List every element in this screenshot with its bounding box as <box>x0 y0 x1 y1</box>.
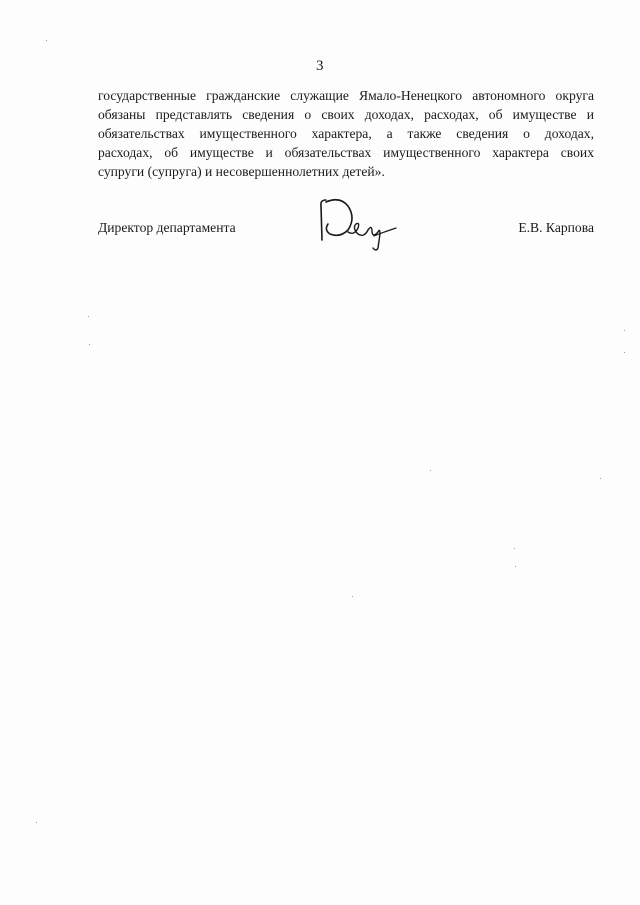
paragraph-line: супруги (супруга) и несовершеннолетних детей». <box>98 164 385 179</box>
scan-speck <box>515 566 516 567</box>
position-title: Директор департамента <box>98 220 236 235</box>
body-paragraph <box>98 86 594 181</box>
scan-speck <box>514 548 515 549</box>
signer-name: Е.В. Карпова <box>518 220 594 235</box>
scan-speck <box>46 40 47 41</box>
scan-speck <box>88 316 89 317</box>
scan-speck <box>600 478 601 479</box>
handwritten-signature <box>318 192 400 252</box>
paragraph-line: государственные гражданские служащие Ямало-Ненецкого автономного округа <box>98 88 594 103</box>
scan-speck <box>430 470 431 471</box>
scan-speck <box>624 352 625 353</box>
scan-speck <box>36 822 37 823</box>
page-number: 3 <box>316 58 324 74</box>
scan-speck <box>624 330 625 331</box>
paragraph-line: расходах, об имуществе и обязательствах имущественного характера своих <box>98 145 594 160</box>
paragraph-line: обязаны представлять сведения о своих доходах, расходах, об имуществе и <box>98 107 594 122</box>
scan-speck <box>89 344 90 345</box>
scan-speck <box>352 596 353 597</box>
paragraph-line: обязательствах имущественного характера, а также сведения о доходах, <box>98 126 594 141</box>
